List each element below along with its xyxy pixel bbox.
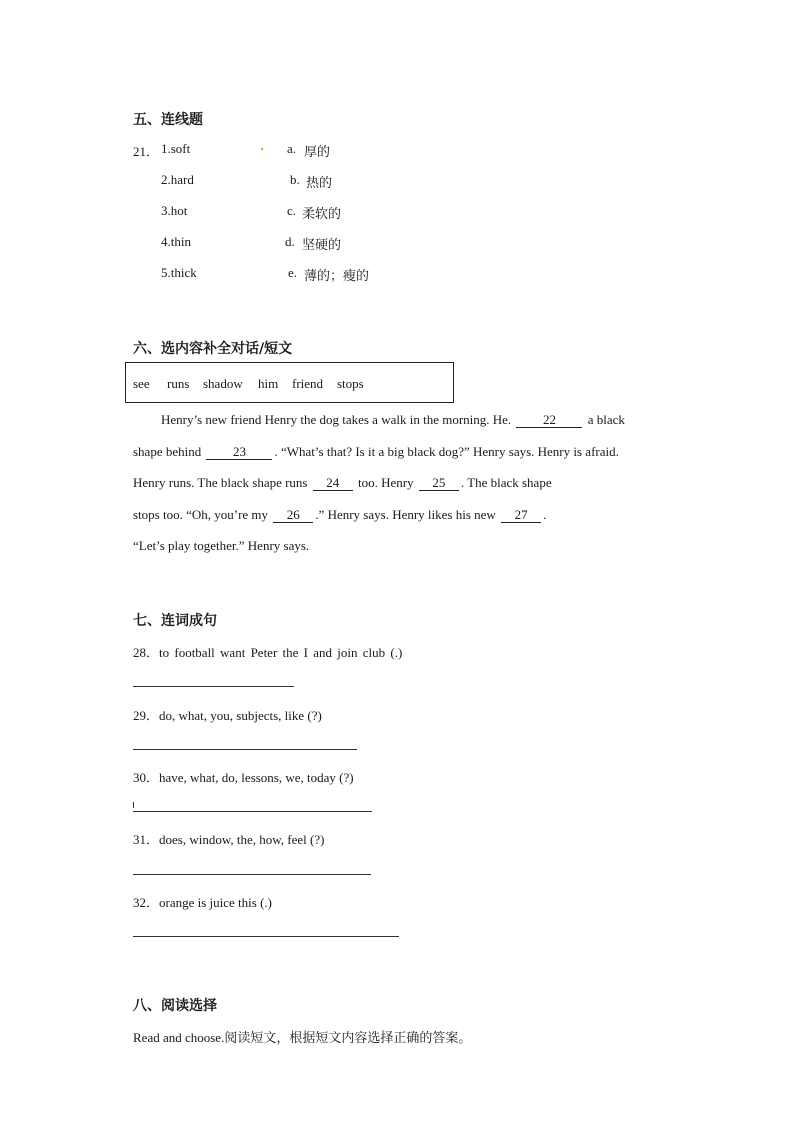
answer-blank-27[interactable]: 27 bbox=[501, 508, 541, 523]
answer-blank-22[interactable]: 22 bbox=[516, 413, 582, 428]
passage-line-4: stops too. “Oh, you’re my 26 .” Henry says. Henry likes his new 27 . bbox=[133, 507, 547, 522]
match-left-item: 3.hot bbox=[161, 203, 188, 218]
question-30: 30．have, what, do, lessons, we, today (?) bbox=[133, 770, 354, 785]
word-bank-word: runs bbox=[167, 376, 190, 391]
section8-instruction: Read and choose.阅读短文，根据短文内容选择正确的答案。 bbox=[133, 1030, 472, 1046]
match-left-item: 5.thick bbox=[161, 265, 197, 280]
marker-dot bbox=[261, 148, 263, 150]
answer-line-32[interactable] bbox=[133, 936, 399, 937]
answer-line-31[interactable] bbox=[133, 874, 371, 875]
match-right-letter: b. bbox=[290, 172, 300, 187]
question-31: 31．does, window, the, how, feel (?) bbox=[133, 832, 325, 847]
match-right-meaning: 坚硬的 bbox=[302, 238, 342, 253]
passage-line-2: shape behind 23 . “What’s that? Is it a big black dog?” Henry says. Henry is afraid. bbox=[133, 444, 619, 459]
section6-title: 六、选内容补全对话/短文 bbox=[133, 341, 293, 357]
match-right-letter: c. bbox=[287, 203, 297, 218]
word-bank-word: friend bbox=[292, 376, 324, 391]
match-right-meaning: 柔软的 bbox=[302, 207, 342, 222]
line-tick-mark bbox=[133, 802, 134, 808]
match-left-item: 2.hard bbox=[161, 172, 194, 187]
match-right-letter: e. bbox=[288, 265, 298, 280]
answer-line-30[interactable] bbox=[133, 811, 372, 812]
word-bank-word: see bbox=[133, 376, 150, 391]
section7-title: 七、连词成句 bbox=[133, 613, 217, 629]
question-number-21: 21． bbox=[133, 144, 160, 159]
passage-line-5: “Let’s play together.” Henry says. bbox=[133, 538, 310, 553]
word-bank-word: him bbox=[258, 376, 279, 391]
question-29: 29．do, what, you, subjects, like (?) bbox=[133, 708, 322, 723]
question-32: 32．orange is juice this (.) bbox=[133, 895, 272, 910]
word-bank-word: shadow bbox=[203, 376, 243, 391]
passage-line-3: Henry runs. The black shape runs 24 too. Henry 25 . The black shape bbox=[133, 475, 552, 490]
word-bank-word: stops bbox=[337, 376, 364, 391]
match-right-meaning: 热的 bbox=[306, 176, 333, 191]
match-right-meaning: 厚的 bbox=[304, 145, 331, 160]
answer-line-29[interactable] bbox=[133, 749, 357, 750]
section8-title: 八、阅读选择 bbox=[133, 998, 217, 1014]
answer-blank-25[interactable]: 25 bbox=[419, 476, 459, 491]
match-right-letter: a. bbox=[287, 141, 297, 156]
match-left-item: 4.thin bbox=[161, 234, 191, 249]
passage-line-1: Henry’s new friend Henry the dog takes a walk in the morning. He. 22 a black bbox=[161, 412, 625, 427]
section5-title: 五、连线题 bbox=[133, 112, 203, 128]
answer-blank-26[interactable]: 26 bbox=[273, 508, 313, 523]
match-right-letter: d. bbox=[285, 234, 295, 249]
answer-line-28[interactable] bbox=[133, 686, 294, 687]
match-left-item: 1.soft bbox=[161, 141, 191, 156]
question-28: 28．to football want Peter the I and join club (.) bbox=[133, 645, 403, 660]
match-right-meaning: 薄的；瘦的 bbox=[304, 269, 370, 284]
answer-blank-23[interactable]: 23 bbox=[206, 445, 272, 460]
answer-blank-24[interactable]: 24 bbox=[313, 476, 353, 491]
